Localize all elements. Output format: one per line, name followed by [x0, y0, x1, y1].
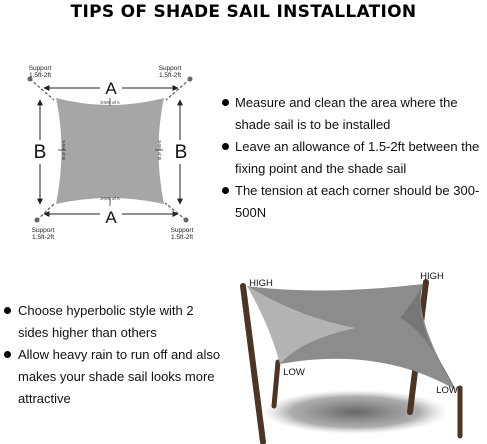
page-title: TIPS OF SHADE SAIL INSTALLATION — [70, 2, 417, 22]
ground-shadow — [263, 390, 447, 434]
tip-text: Choose hyperbolic style with 2 sides higher than others — [18, 303, 194, 340]
side-label-left: B — [33, 142, 47, 163]
tip-text: Measure and clean the area where the shade sail is to be installed — [235, 95, 458, 132]
support-label-top-right: Support — [158, 65, 182, 72]
pole-low-left — [274, 362, 278, 406]
bullet-dot-icon — [4, 307, 11, 314]
label-high-left: HIGH — [249, 278, 273, 289]
list-item — [222, 92, 484, 136]
hyperbolic-sail-illustration — [243, 271, 460, 442]
sag-label-right: 3-5% of B — [157, 140, 162, 160]
support-distance-top-left: 1.5ft-2ft — [28, 72, 52, 79]
bullet-dot-icon — [4, 351, 11, 358]
support-label-top-left: Support — [28, 65, 52, 72]
tip-text: The tension at each corner should be 300-500N — [235, 183, 480, 220]
support-distance-bottom-left: 1.5ft-2ft — [31, 234, 55, 241]
sag-label-bottom: 3-5% of A — [100, 196, 120, 201]
hyperbolic-tips-list — [4, 300, 226, 410]
sag-label-left: 3-5% of B — [61, 140, 66, 160]
side-label-right: B — [174, 142, 188, 163]
label-high-right: HIGH — [420, 271, 444, 282]
support-distance-top-right: 1.5ft-2ft — [158, 72, 182, 79]
support-point-bottom-right — [184, 218, 189, 223]
label-low-right: LOW — [436, 385, 458, 396]
tension-line-bottom-right — [165, 203, 186, 220]
tip-text: Leave an allowance of 1.5-2ft between the fixing point and the shade sail — [235, 139, 480, 176]
support-distance-bottom-right: 1.5ft-2ft — [170, 234, 194, 241]
side-label-bottom: A — [105, 208, 117, 227]
label-low-left: LOW — [283, 367, 305, 378]
bullet-dot-icon — [222, 99, 229, 106]
square-sail-shape — [56, 98, 164, 204]
tension-line-bottom-left — [37, 203, 55, 220]
bullet-dot-icon — [222, 187, 229, 194]
support-label-bottom-left: Support — [31, 227, 55, 234]
list-item — [222, 136, 484, 180]
square-sail-diagram — [28, 65, 194, 241]
support-point-top-right — [188, 77, 193, 82]
side-label-top: A — [105, 79, 117, 98]
sag-label-top: 3-5% of A — [100, 100, 120, 105]
installation-tips-list — [222, 92, 484, 224]
list-item — [222, 180, 484, 224]
tip-text: Allow heavy rain to run off and also makes your shade sail looks more attractive — [18, 347, 221, 406]
support-label-bottom-right: Support — [170, 227, 194, 234]
support-point-bottom-left — [35, 218, 40, 223]
list-item — [4, 344, 226, 410]
list-item — [4, 300, 226, 344]
bullet-dot-icon — [222, 143, 229, 150]
tension-line-top-left — [30, 79, 54, 100]
tension-line-top-right — [166, 79, 190, 100]
